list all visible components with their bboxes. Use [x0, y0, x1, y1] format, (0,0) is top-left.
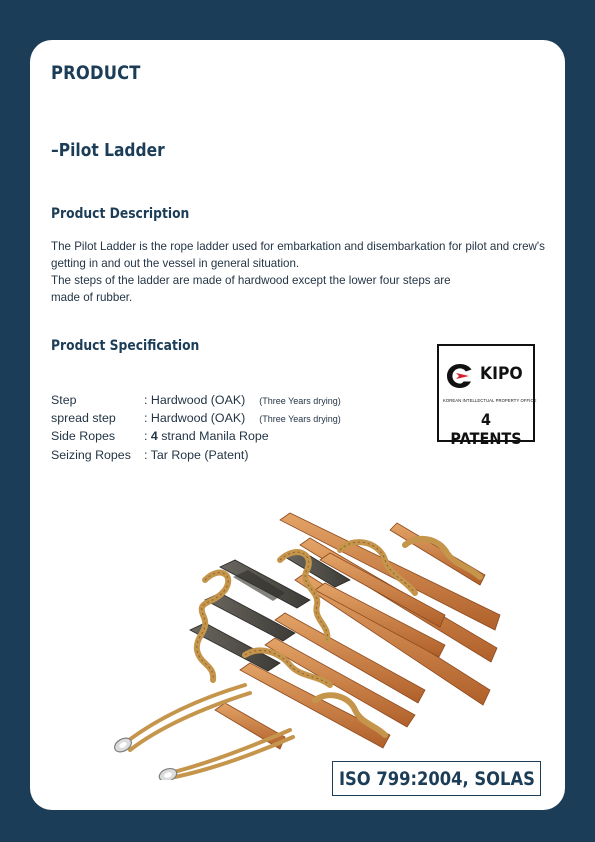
- kipo-patents: 4 PATENTS: [450, 410, 522, 448]
- spec-value: : Hardwood (OAK): [144, 393, 246, 407]
- spec-value: : Hardwood (OAK): [144, 411, 246, 426]
- pilot-ladder-image: [85, 505, 505, 780]
- spec-value-prefix: :: [144, 429, 151, 444]
- page-heading: PRODUCT: [51, 62, 141, 84]
- spec-row-spread-step: [51, 409, 341, 427]
- spec-label: Side Ropes: [51, 429, 116, 444]
- spec-row-step: [51, 391, 341, 409]
- kipo-name: KIPO: [480, 364, 523, 384]
- spec-label: Seizing Ropes: [51, 447, 131, 462]
- spec-row-seizing-ropes: [51, 446, 341, 464]
- kipo-logo-icon: [445, 362, 475, 390]
- product-card: [30, 40, 565, 810]
- product-name: –Pilot Ladder: [51, 140, 165, 161]
- description-title: Product Description: [51, 206, 190, 222]
- certification-box: [332, 761, 541, 796]
- description-text: [51, 238, 559, 306]
- spec-label: spread step: [51, 411, 116, 426]
- spec-value: strand Manila Rope: [157, 429, 269, 444]
- spec-value-strong: 4: [150, 429, 158, 444]
- description-paragraph-2: The steps of the ladder are made of hardwood except the lower four steps are made of rubber.: [51, 274, 451, 304]
- kipo-patent-badge: [437, 344, 537, 448]
- kipo-office: KOREAN INTELLECTUAL PROPERTY OFFICE: [443, 398, 537, 403]
- specification-list: [51, 391, 341, 464]
- spec-row-side-ropes: [51, 427, 341, 445]
- spec-value: : Tar Rope (Patent): [144, 447, 249, 462]
- certification-label: ISO 799:2004, SOLAS: [338, 767, 535, 790]
- spec-label: Step: [51, 393, 77, 407]
- spec-note: (Three Years drying): [259, 396, 341, 406]
- specification-title: Product Specification: [51, 338, 200, 354]
- description-paragraph-1: The Pilot Ladder is the rope ladder used for embarkation and disembarkation for pilot and crew's getting in and out the vessel in general situation.: [51, 240, 545, 270]
- spec-note: (Three Years drying): [259, 414, 341, 425]
